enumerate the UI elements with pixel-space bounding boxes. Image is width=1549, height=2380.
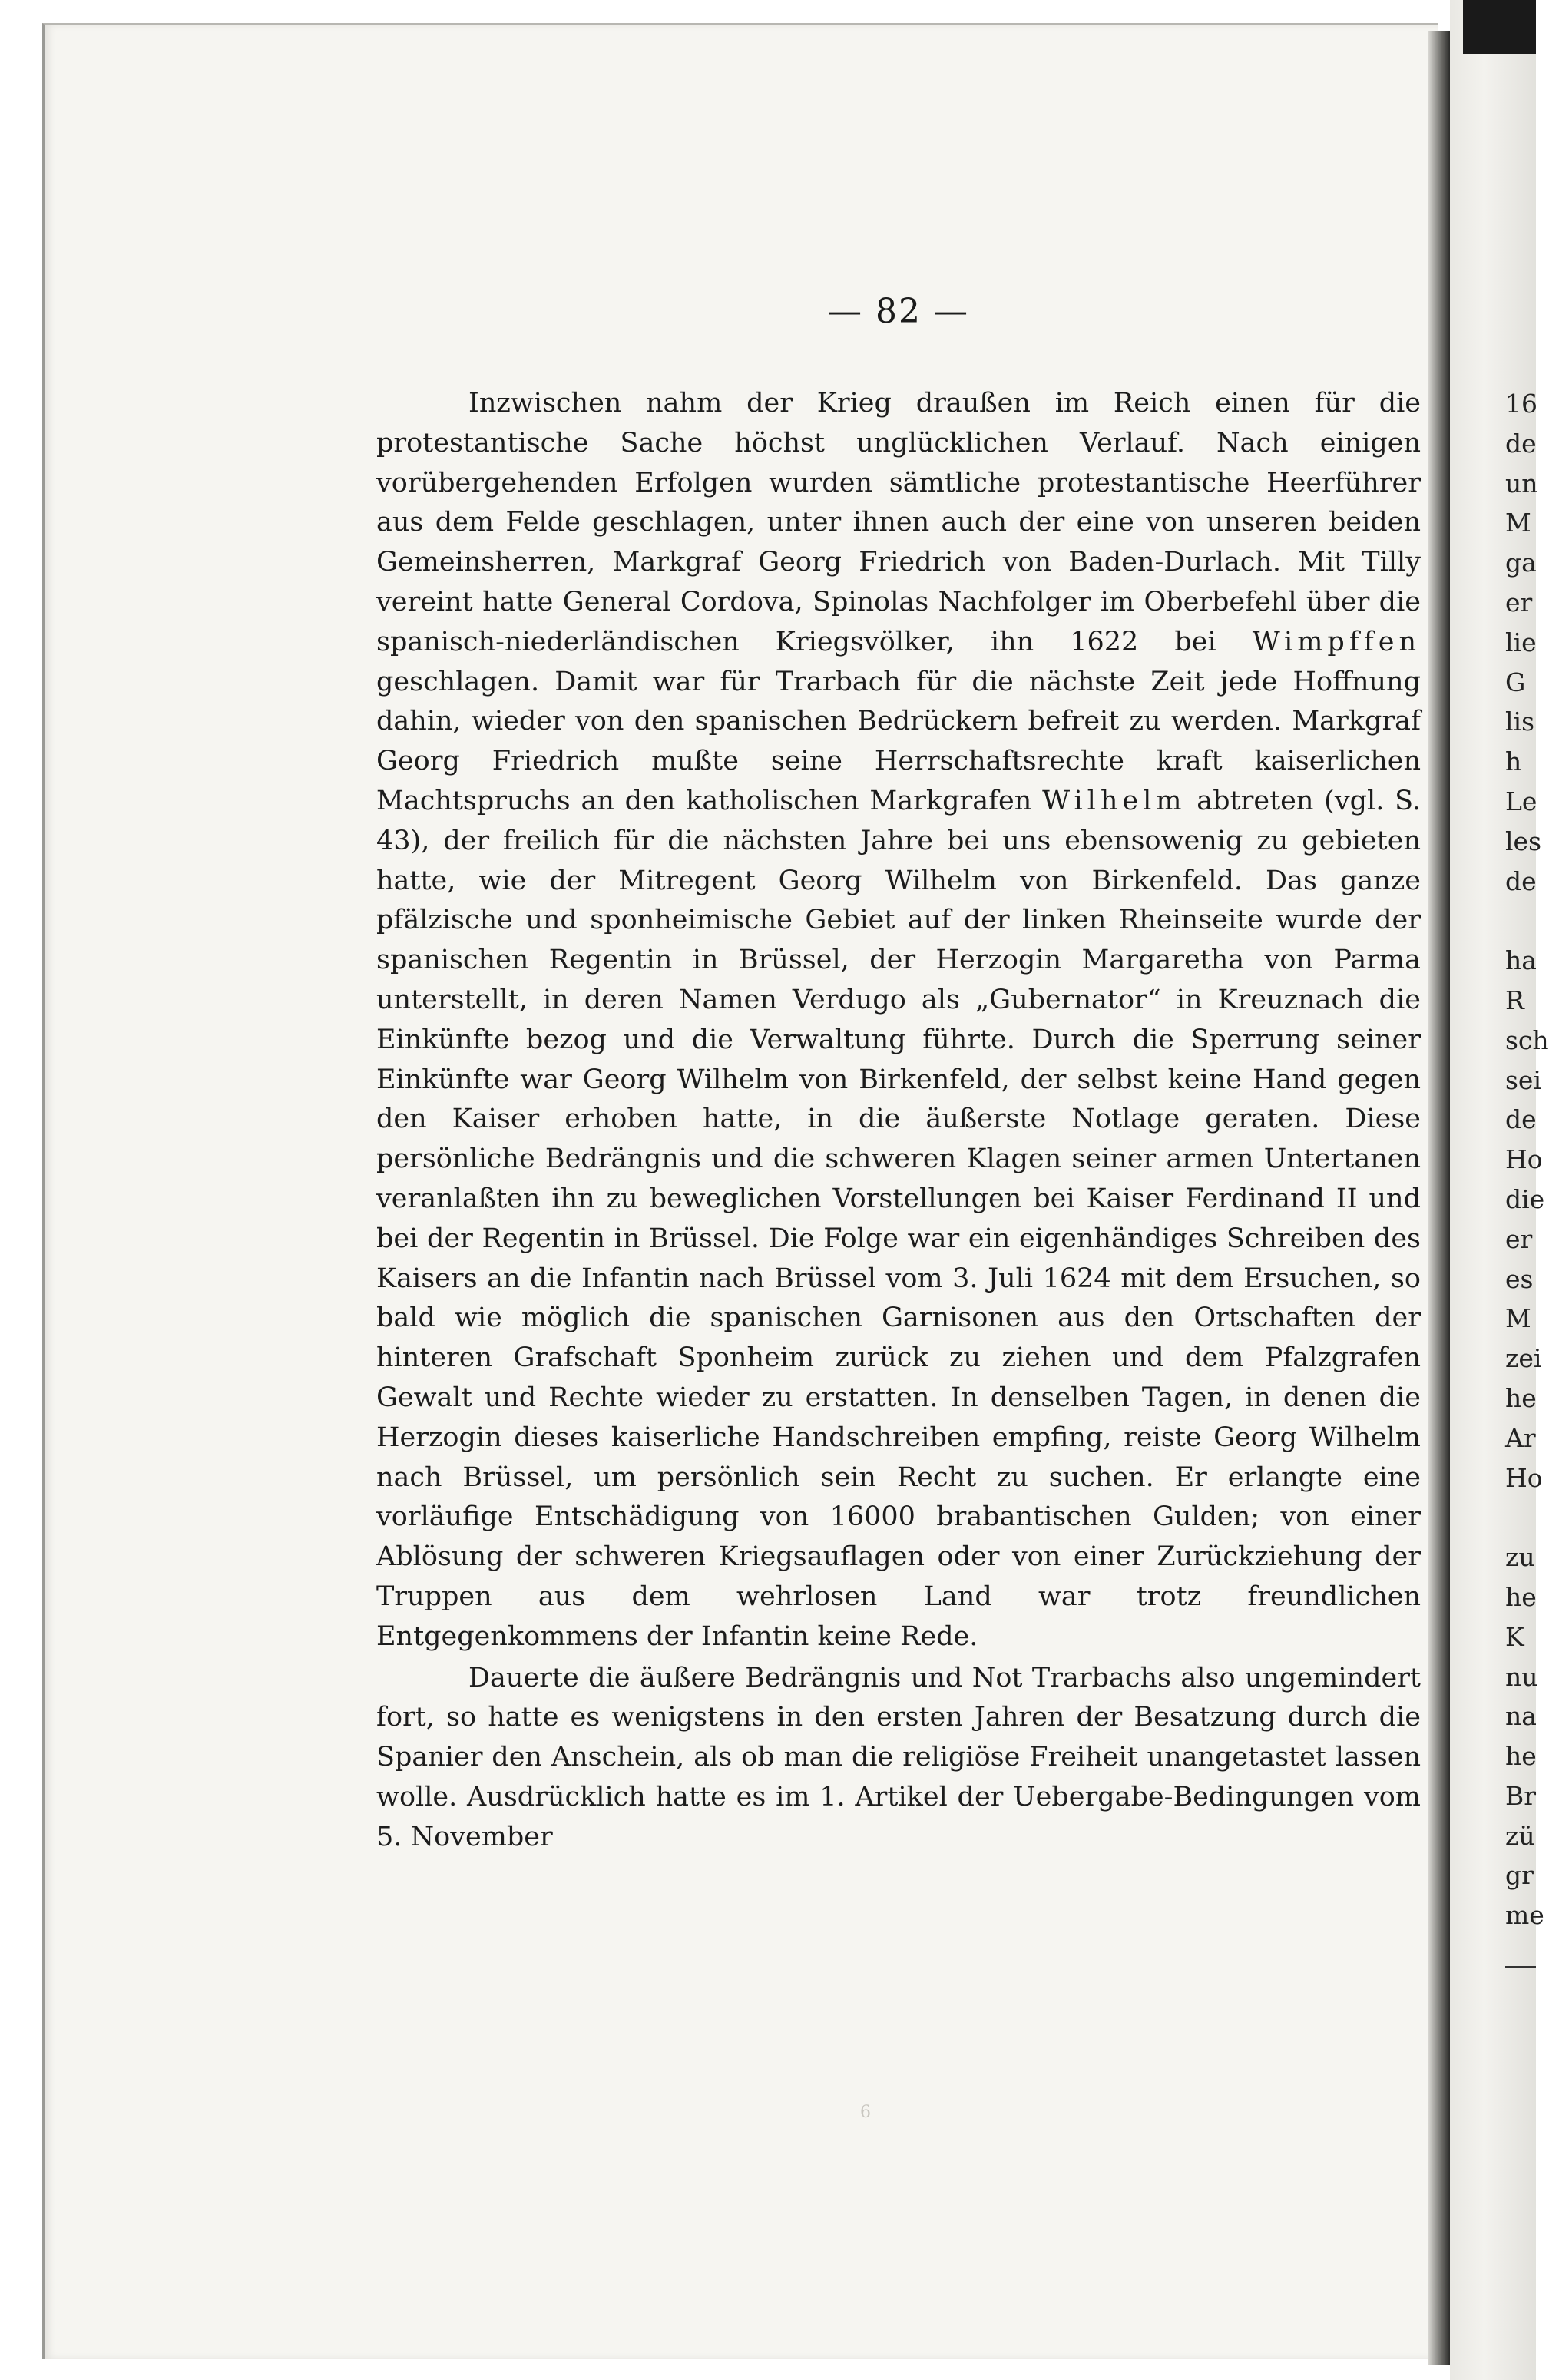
paragraph — [376, 384, 1421, 1657]
facing-page-fragment: sei — [1505, 1064, 1542, 1095]
facing-page-fragment: de — [1505, 866, 1537, 896]
facing-page-fragment: sch — [1505, 1024, 1549, 1055]
scan-background-corner — [1463, 0, 1536, 54]
facing-page-fragment: les — [1505, 826, 1542, 856]
facing-page-fragment: K — [1505, 1621, 1524, 1652]
paragraph-text: Inzwischen nahm der Krieg draußen im Reich einen für die protestantische Sache höchst unglücklichen Verlauf. Nach einigen vorübergehenden Erfolgen wurden sämtliche protestantische Heerführer aus dem Felde geschlagen, unter ihnen auch der eine von unseren beiden Gemeinsherren, Markgraf Georg Friedrich von Baden-Durlach. Mit Tilly vereint hatte General Cordova, Spinolas Nachfolger im Oberbefehl über die spanisch-niederländischen Kriegsvölker, ihn 1622 bei — [376, 388, 1421, 657]
facing-page-fragment: lie — [1505, 627, 1537, 657]
facing-page-fragment: Br — [1505, 1780, 1537, 1811]
facing-page-fragment: er — [1505, 587, 1533, 617]
facing-page-fragment — [1505, 1498, 1536, 1538]
page-gutter-shadow — [1428, 31, 1450, 2365]
facing-page-fragment: zu — [1505, 1542, 1535, 1573]
facing-page-fragment: de — [1505, 428, 1537, 458]
facing-page-fragment: he — [1505, 1741, 1537, 1772]
facing-page-fragment: es — [1505, 1263, 1534, 1294]
facing-page-fragment: 16 — [1505, 389, 1537, 419]
facing-page-fragment: die — [1505, 1183, 1545, 1214]
paragraph — [376, 1659, 1421, 1858]
facing-page-fragment: he — [1505, 1382, 1537, 1413]
bleed-through-mark: 6 — [860, 2103, 871, 2122]
facing-page-fragment: he — [1505, 1581, 1537, 1612]
facing-page-fragment: ga — [1505, 548, 1537, 578]
facing-page-fragment: Ho — [1505, 1144, 1543, 1175]
facing-page-fragment: Ar — [1505, 1422, 1536, 1453]
page-number: — 82 — — [828, 292, 969, 331]
facing-page-fragment: ha — [1505, 945, 1537, 976]
facing-page-fragment: lis — [1505, 707, 1535, 737]
spaced-name: Wilhelm — [1042, 785, 1187, 816]
body-text — [376, 384, 1421, 1857]
paragraph-text: abtreten (vgl. S. 43), der freilich für die nächsten Jahre bei uns ebensowenig zu gebieten hatte, wie der Mitregent Georg Wilhelm von Birkenfeld. Das ganze pfälzische und sponheimische Gebiet auf der linken Rheinseite wurde der spanischen Regentin in Brüssel, der Herzogin Margaretha von Parma unterstellt, in deren Namen Verdugo als „Gubernator“ in Kreuznach die Einkünfte bezog und die Verwaltung führte. Durch die Sperrung seiner Einkünfte war Georg Wilhelm von Birkenfeld, der selbst keine Hand gegen den Kaiser erhoben hatte, in die äußerste Notlage geraten. Diese persönliche Bedrängnis und die schweren Klagen seiner armen Untertanen veranlaßten ihn zu beweglichen Vorstellungen bei Kaiser Ferdinand II und bei der Regentin in Brüssel. Die Folge war ein eigenhändiges Schreiben des Kaisers an die Infantin nach Brüssel vom 3. Juli 1624 mit dem Ersuchen, so bald wie möglich die spanischen Garnisonen aus den Ortschaften der hinteren Grafschaft Sponheim zurück zu ziehen und dem Pfalzgrafen Gewalt und Rechte wieder zu erstatten. In denselben Tagen, in denen die Herzogin dieses kaiserliche Handschreiben empfing, reiste Georg Wilhelm nach Brüssel, um persönlich sein Recht zu suchen. Er erlangte eine vorläufige Entschädigung von 16000 brabantischen Gulden; von einer Ablösung der schweren Kriegsauflagen oder von einer Zurückziehung der Truppen aus dem wehrlosen Land war trotz freundlichen Entgegenkommens der Infantin keine Rede. — [376, 785, 1421, 1652]
facing-page-fragment: Ho — [1505, 1462, 1543, 1493]
facing-page-fragment: er — [1505, 1223, 1533, 1254]
facing-page-fragment: gr — [1505, 1860, 1534, 1891]
paragraph-text: geschlagen. Damit war für Trarbach für die nächste Zeit jede Hoffnung dahin, wieder von den spanischen Bedrückern befreit zu werden. Markgraf Georg Friedrich mußte seine Herrschaftsrechte kraft kaiserlichen Machtspruchs an den katholischen Markgrafen — [376, 666, 1421, 816]
facing-page-fragment: un — [1505, 468, 1538, 498]
facing-page-fragment: h — [1505, 746, 1522, 777]
facing-page-fragment: de — [1505, 1104, 1537, 1135]
spaced-name: Wimpffen — [1252, 626, 1421, 657]
facing-page-fragment: R — [1505, 985, 1524, 1015]
facing-page-fragment: nu — [1505, 1661, 1538, 1692]
facing-page-fragment: M — [1505, 1303, 1531, 1334]
facing-page-fragments — [1505, 384, 1549, 1935]
facing-page-fragment: me — [1505, 1900, 1544, 1931]
facing-page-fragment: M — [1505, 508, 1531, 538]
facing-page-fragment: zü — [1505, 1820, 1535, 1851]
facing-page-fragment: Le — [1505, 786, 1537, 816]
facing-page-fragment — [1505, 901, 1536, 941]
facing-page-fragment: zei — [1505, 1343, 1542, 1374]
paragraph-text: Dauerte die äußere Bedrängnis und Not Trarbachs also ungemindert fort, so hatte es wenigstens in den ersten Jahren der Besatzung durch die Spanier den Anschein, als ob man die religiöse Freiheit unangetastet lassen wolle. Ausdrücklich hatte es im 1. Artikel der Uebergabe-Bedingungen vom 5. November — [376, 1662, 1421, 1852]
facing-page-footnote-rule — [1505, 1966, 1536, 1968]
facing-page-fragment: G — [1505, 667, 1526, 697]
facing-page-fragment: na — [1505, 1701, 1537, 1732]
